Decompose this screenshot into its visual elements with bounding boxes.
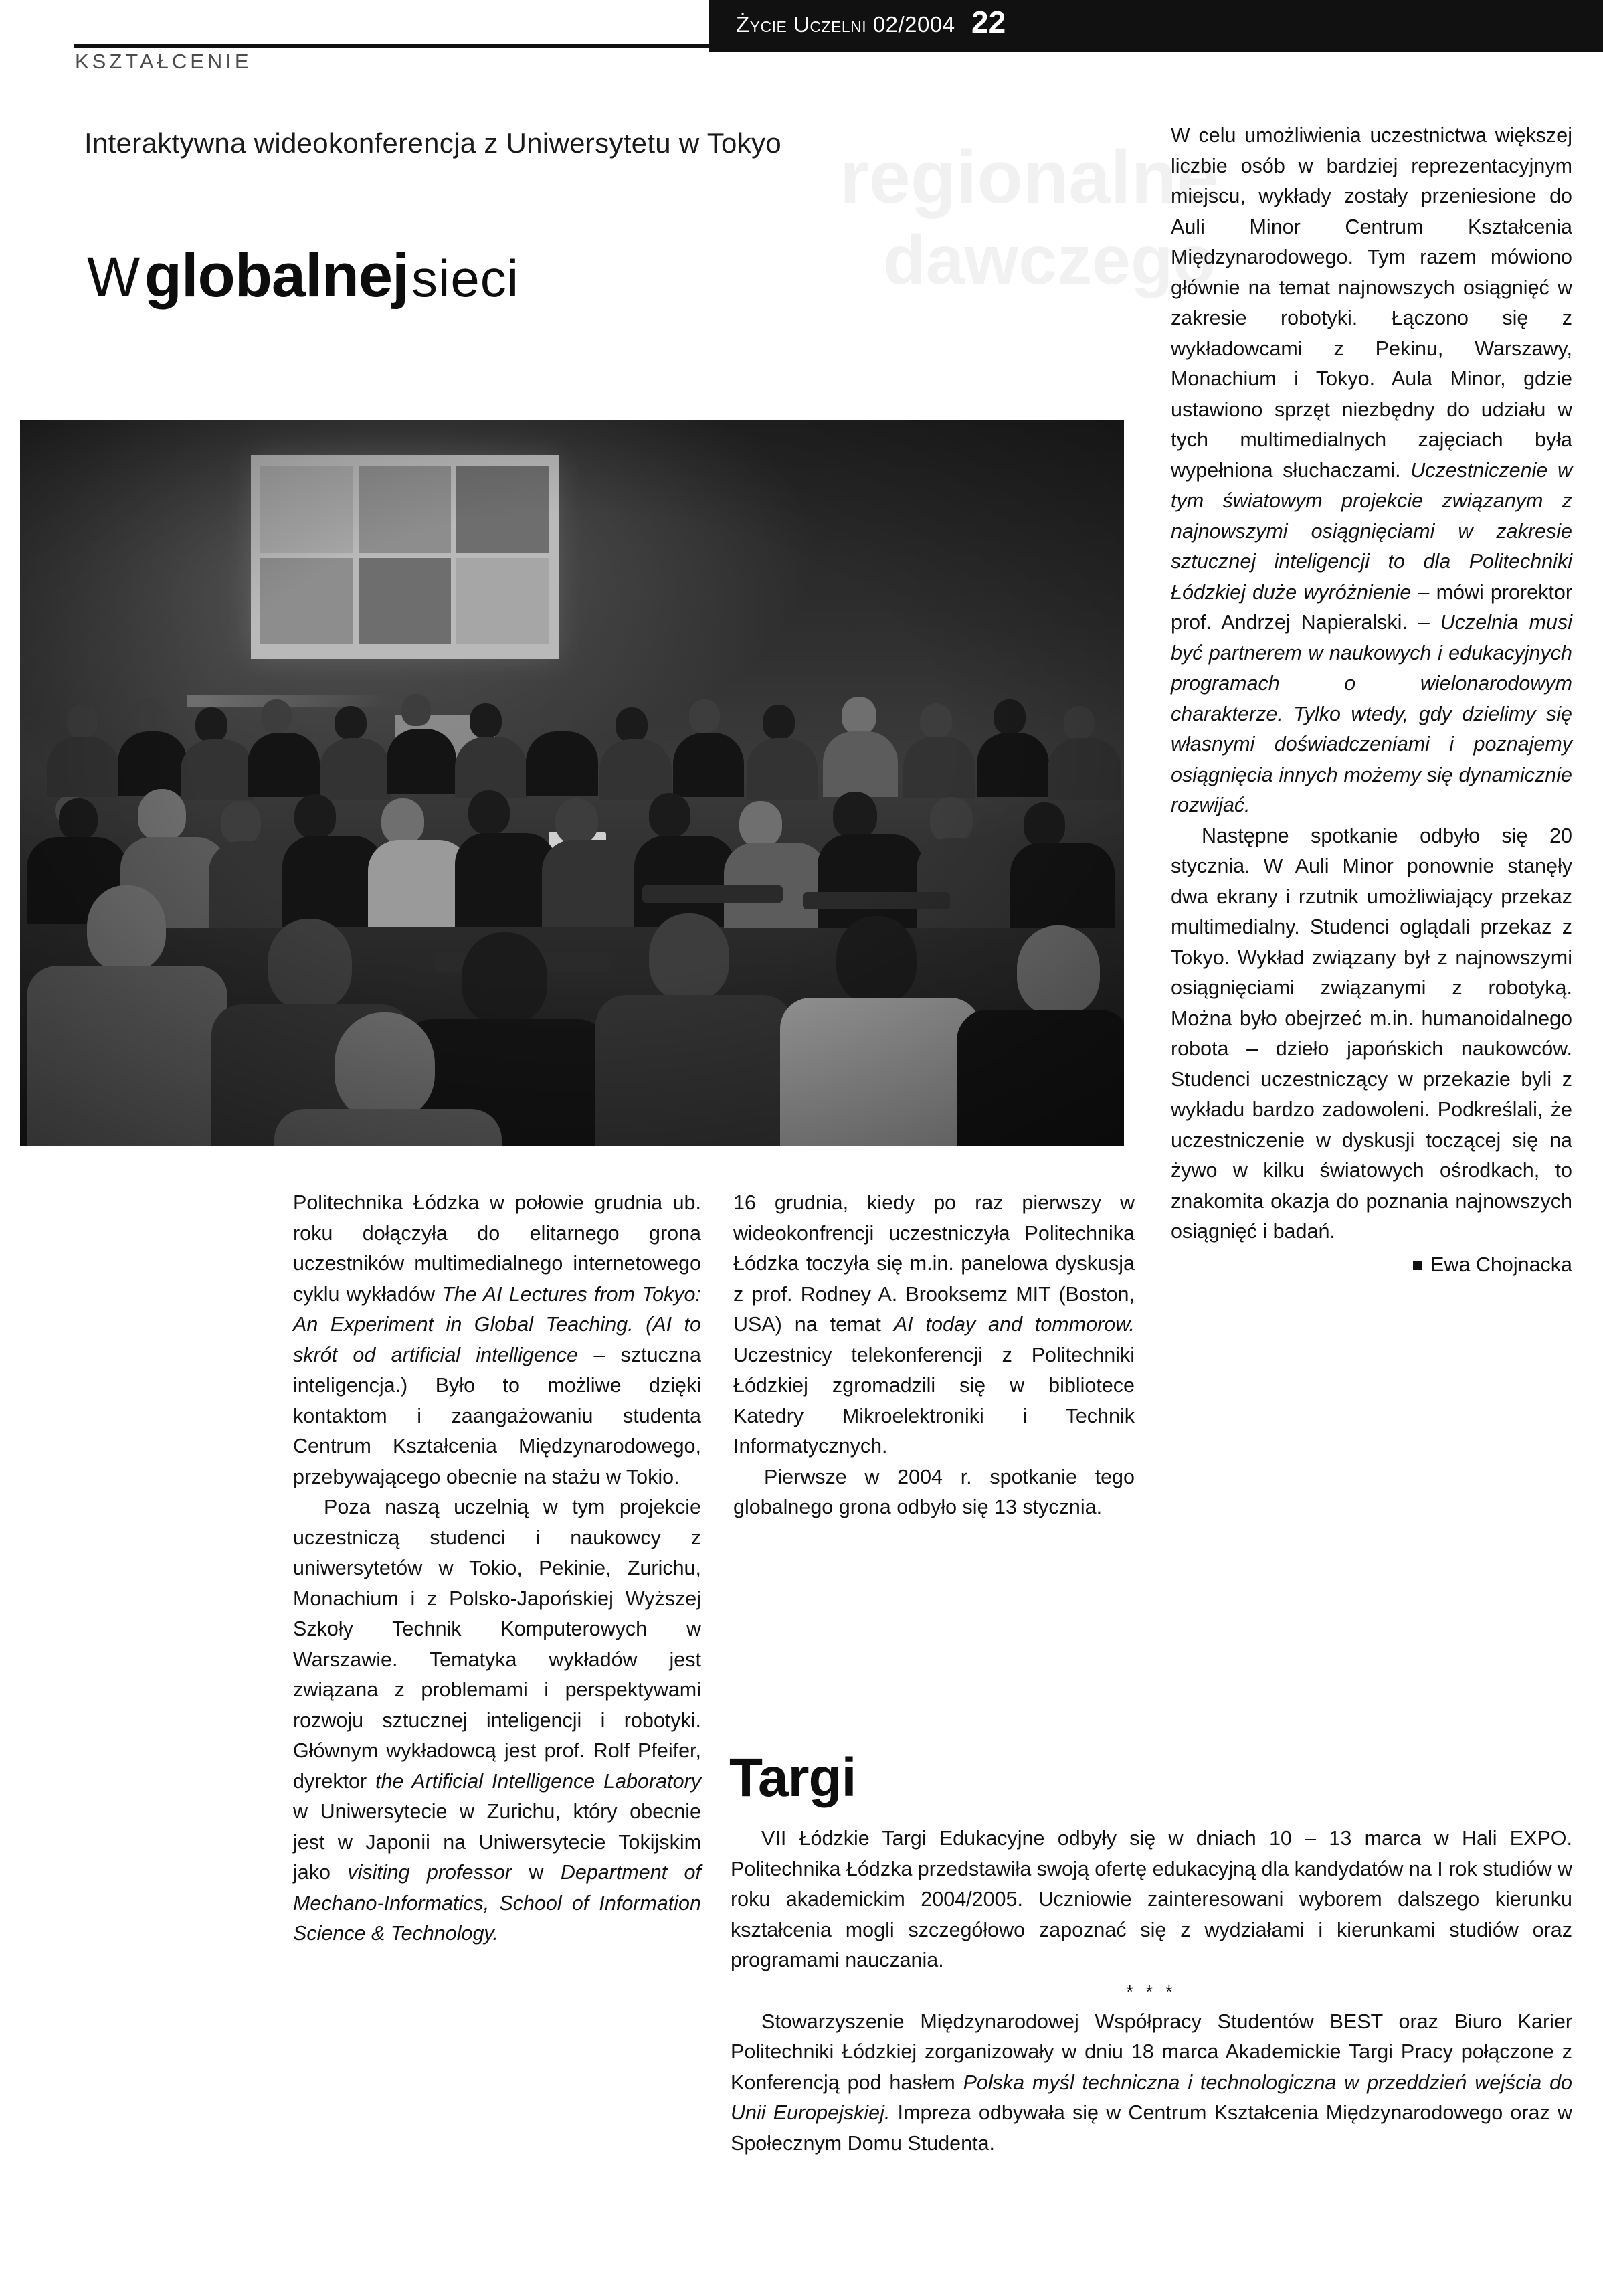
page-number: 22	[971, 5, 1006, 39]
targi-section-body	[731, 1824, 1572, 2159]
paragraph: Pierwsze w 2004 r. spotkanie tego globalnego grona odbyło się 13 stycznia.	[733, 1465, 1135, 1518]
article-column-middle	[733, 1188, 1135, 1523]
article-kicker: Interaktywna wideokonferencja z Uniwersytetu w Tokyo	[84, 127, 781, 159]
section-label: KSZTAŁCENIE	[75, 50, 252, 73]
paragraph: Następne spotkanie odbyło się 20 stycznia. W Auli Minor ponownie stanęły dwa ekrany i rzutnik umożliwiający przekaz multimedialny. Studenci oglądali przekaz z Tokyo. Wykład związany był z najnowszymi osiągnięciami związanymi z robotyką. Można było obejrzeć m.in. humanoidalnego robota – dzieło japońskich naukowców. Studenci uczestniczący w przekazie byli z wykładu bardzo zadowoleni. Podkreślali, że uczestniczenie w dyskusji toczącej się na żywo w kilku światowych ośrodkach, to znakomita okazja do poznania najnowszych osiągnięć i badań.	[1171, 824, 1572, 1243]
ghost-text-upper: regionalne	[840, 135, 1219, 219]
article-column-left	[293, 1188, 701, 1949]
headline-word-1: W	[87, 246, 142, 308]
section-separator: * * *	[1126, 1981, 1177, 2002]
targi-section-title: Targi	[729, 1747, 856, 1808]
page-title	[87, 241, 519, 311]
audience-watching-videoconference-photo	[20, 420, 1124, 1146]
square-bullet-icon	[1413, 1261, 1422, 1270]
article-column-right	[1171, 120, 1572, 1280]
headline-word-2: globalnej	[144, 242, 409, 310]
header-rule	[74, 44, 903, 48]
publication-title: Życie Uczelni 02/2004	[736, 12, 955, 37]
paragraph: 16 grudnia, kiedy po raz pierwszy w wideokonfrencji uczestniczyła Politechnika Łódzka toczyła się m.in. panelowa dyskusja z prof. Rodney A. Brooksemz MIT (Boston, USA) na temat AI today and tommorow. Uczestnicy telekonferencji z Politechniki Łódzkiej zgromadzili się w bibliotece Katedry Mikroelektroniki i Technik Informatycznych.	[733, 1191, 1135, 1458]
author-name: Ewa Chojnacka	[1430, 1253, 1572, 1276]
ghost-text-lower: dawczego	[883, 222, 1216, 299]
masthead	[0, 0, 1603, 73]
paragraph: Politechnika Łódzka w połowie grudnia ub. roku dołączyła do elitarnego grona uczestników multimedialnego internetowego cyklu wykładów The AI Lectures from Tokyo: An Experiment in Global Teaching. (AI to skrót od artificial intelligence – sztuczna inteligencja.) Było to możliwe dzięki kontaktom i zaangażowaniu studenta Centrum Kształcenia Międzynarodowego, przebywającego obecnie na stażu w Tokio.	[293, 1191, 701, 1488]
paragraph: Stowarzyszenie Międzynarodowej Współpracy Studentów BEST oraz Biuro Karier Politechniki Łódzkiej zorganizowały w dniu 18 marca Akademickie Targi Pracy połączone z Konferencją pod hasłem Polska myśl techniczna i technologiczna w przeddzień wejścia do Unii Europejskiej. Impreza odbywała się w Centrum Kształcenia Międzynarodowego oraz w Społecznym Domu Studenta.	[731, 2010, 1573, 2155]
photo-vignette	[20, 420, 1124, 1146]
article-byline	[1171, 1250, 1572, 1281]
paragraph: Poza naszą uczelnią w tym projekcie uczestniczą studenci i naukowcy z uniwersytetów w Tokio, Pekinie, Zurichu, Monachium i z Polsko-Japońskiej Wyższej Szkoły Technik Komputerowych w Warszawie. Tematyka wykładów jest związana z problemami i perspektywami rozwoju sztucznej inteligencji i robotyki. Głównym wykładowcą jest prof. Rolf Pfeifer, dyrektor the Artificial Intelligence Laboratory w Uniwersytecie w Zurichu, który obecnie jest w Japonii na Uniwersytecie Tokijskim jako visiting professor w Department of Mechano-Informatics, School of Information Science & Technology.	[293, 1496, 701, 1945]
headline-word-3: sieci	[411, 249, 520, 308]
paragraph: VII Łódzkie Targi Edukacyjne odbyły się w dniach 10 – 13 marca w Hali EXPO. Politechnika Łódzka przedstawiła swoją ofertę edukacyjną dla kandydatów na I rok studiów w roku akademickim 2004/2005. Uczniowie zainteresowani wyborem dalszego kierunku kształcenia mogli szczegółowo zapoznać się z wydziałami i kierunkami studiów oraz programami nauczania.	[731, 1827, 1572, 1971]
paragraph: W celu umożliwienia uczestnictwa większej liczbie osób w bardziej reprezentacyjnym miejscu, wykłady zostały przeniesione do Auli Minor Centrum Kształcenia Międzynarodowego. Tym razem mówiono głównie na temat najnowszych osiągnięć w zakresie robotyki. Łączono się z wykładowcami z Pekinu, Warszawy, Monachium i Tokyo. Aula Minor, gdzie ustawiono sprzęt niezbędny do udziału w tych multimedialnych zajęciach była wypełniona słuchaczami. Uczestniczenie w tym światowym projekcie związanym z najnowszymi osiągnięciami w zakresie sztucznej inteligencji to dla Politechniki Łódzkiej duże wyróżnienie – mówi prorektor prof. Andrzej Napieralski. – Uczelnia musi być partnerem w naukowych i edukacyjnych programach o wielonarodowym charakterze. Tylko wtedy, gdy dzielimy się własnymi doświadczeniami i poznajemy osiągnięcia innych możemy się dynamicznie rozwijać.	[1171, 124, 1572, 816]
